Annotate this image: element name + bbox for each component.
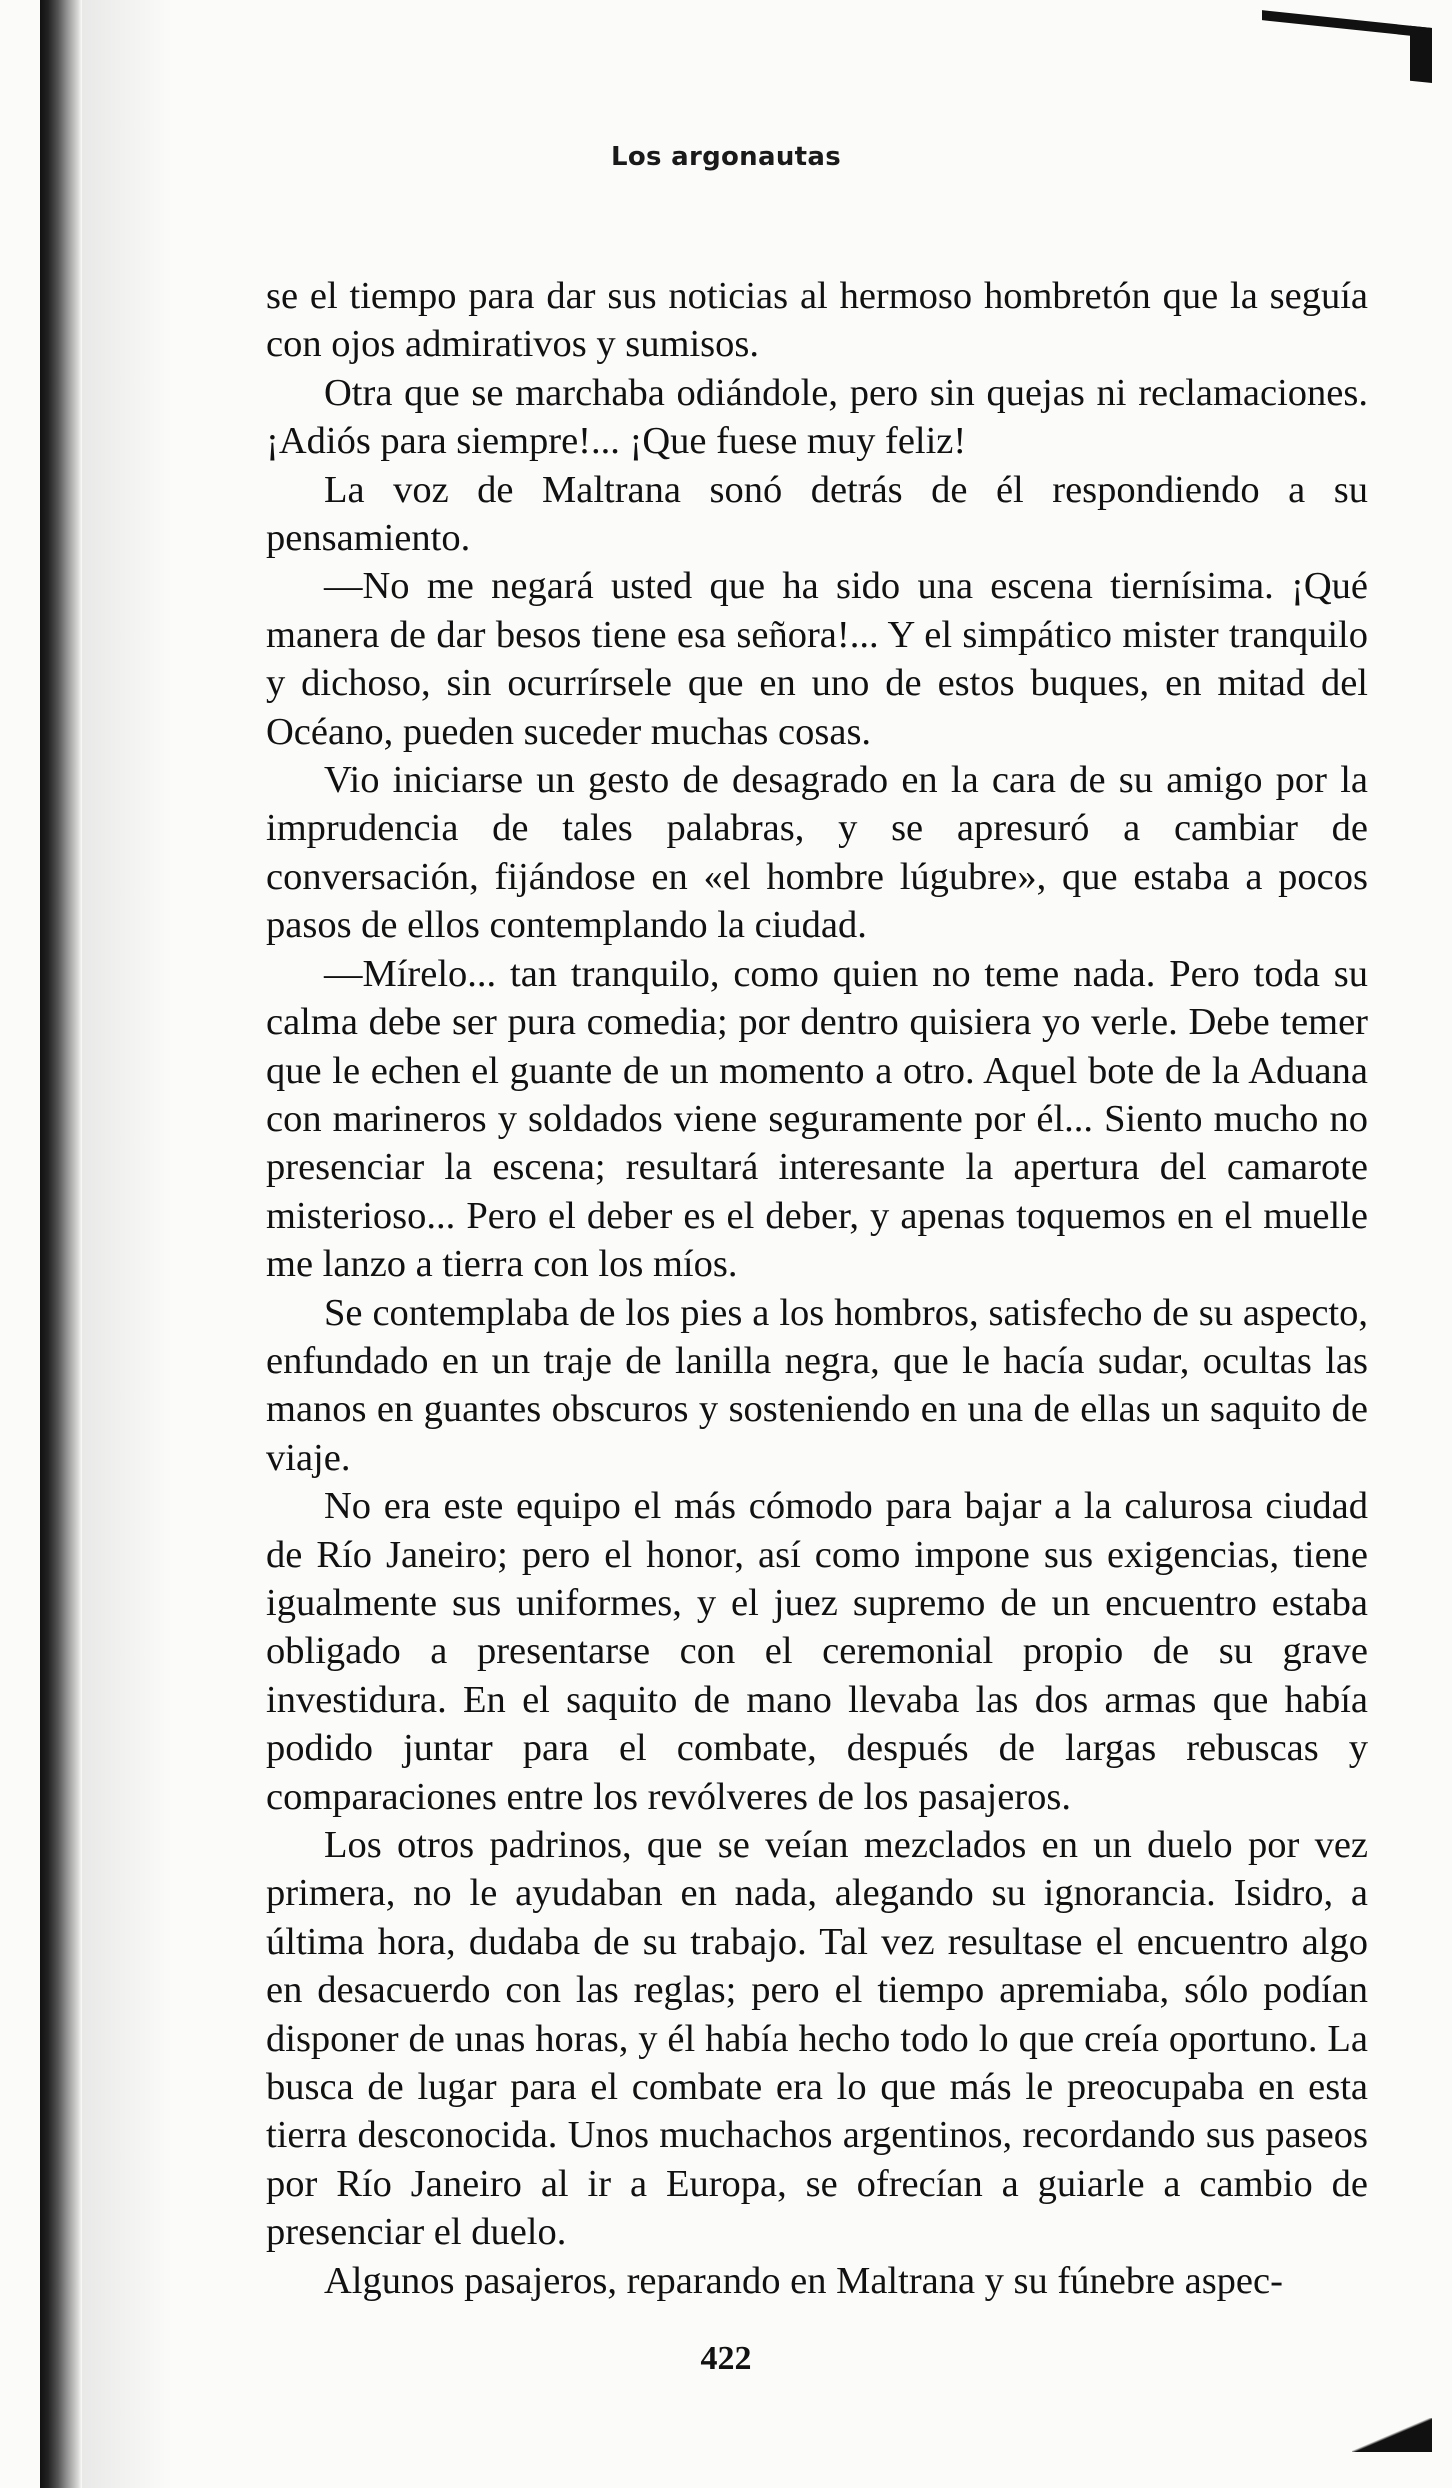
paragraph: No era este equipo el más cómodo para bajar a la calurosa ciudad de Río Janeiro; pero el honor, así como impone sus exigencias, tiene igualmente sus uniformes, y el juez supremo de un encuentro estaba obligado a presentarse con el ceremonial propio de su grave investidura. En el saquito de mano llevaba las dos armas que había podido juntar para el combate, después de largas rebuscas y comparaciones entre los revólveres de los pasajeros. [266, 1485, 1368, 1818]
paragraph: La voz de Maltrana sonó detrás de él respondiendo a su pensamiento. [266, 468, 1368, 560]
paragraph: Algunos pasajeros, reparando en Maltrana y su fúnebre aspec- [324, 2259, 1283, 2302]
paragraph: Se contemplaba de los pies a los hombros, satisfecho de su aspecto, enfundado en un traje de lanilla negra, que le hacía sudar, ocultas las manos en guantes obscuros y sosteniendo en una de ellas un saquito de viaje. [266, 1291, 1368, 1479]
paragraph: —No me negará usted que ha sido una escena tiernísima. ¡Qué manera de dar besos tiene esa señora!... Y el simpático mister tranquilo y dichoso, sin ocurrírsele que en uno de estos buques, en mitad del Océano, pueden suceder muchas cosas. [266, 565, 1368, 753]
paragraph: Vio iniciarse un gesto de desagrado en la cara de su amigo por la imprudencia de tales palabras, y se apresuró a cambiar de conversación, fijándose en «el hombre lúgubre», que estaba a pocos pasos de ellos contemplando la ciudad. [266, 759, 1368, 947]
page-number: 422 [700, 2340, 752, 2377]
binding-edge [40, 0, 82, 2488]
body-text [266, 272, 1368, 2305]
paragraph: —Mírelo... tan tranquilo, como quien no teme nada. Pero toda su calma debe ser pura comedia; por dentro quisiera yo verle. Debe temer que le echen el guante de un momento a otro. Aquel bote de la Aduana con marineros y soldados viene seguramente por él... Siento mucho no presenciar la escena; resultará interesante la apertura del camarote misterioso... Pero el deber es el deber, y apenas toquemos en el muelle me lanzo a tierra con los míos. [266, 952, 1368, 1286]
scan-corner-mark-bottom [1352, 2418, 1432, 2452]
running-title: Los argonautas [610, 142, 841, 172]
binding-shadow [82, 0, 172, 2488]
scan-corner-mark-top [1262, 10, 1432, 38]
paragraph: se el tiempo para dar sus noticias al hermoso hombretón que la seguía con ojos admirativos y sumisos. [266, 275, 1368, 366]
paragraph: Los otros padrinos, que se veían mezclados en un duelo por vez primera, no le ayudaban en nada, alegando su ignorancia. Isidro, a última hora, dudaba de su trabajo. Tal vez resultase el encuentro algo en desacuerdo con las reglas; pero el tiempo apremiaba, sólo podían disponer de unas horas, y él había hecho todo lo que creía oportuno. La busca de lugar para el combate era lo que más le preocupaba en esta tierra desconocida. Unos muchachos argentinos, recordando sus paseos por Río Janeiro al ir a Europa, se ofrecían a guiarle a cambio de presenciar el duelo. [266, 1824, 1368, 2254]
paragraph: Otra que se marchaba odiándole, pero sin quejas ni reclamaciones. ¡Adiós para siempre!... ¡Que fuese muy feliz! [266, 371, 1368, 463]
